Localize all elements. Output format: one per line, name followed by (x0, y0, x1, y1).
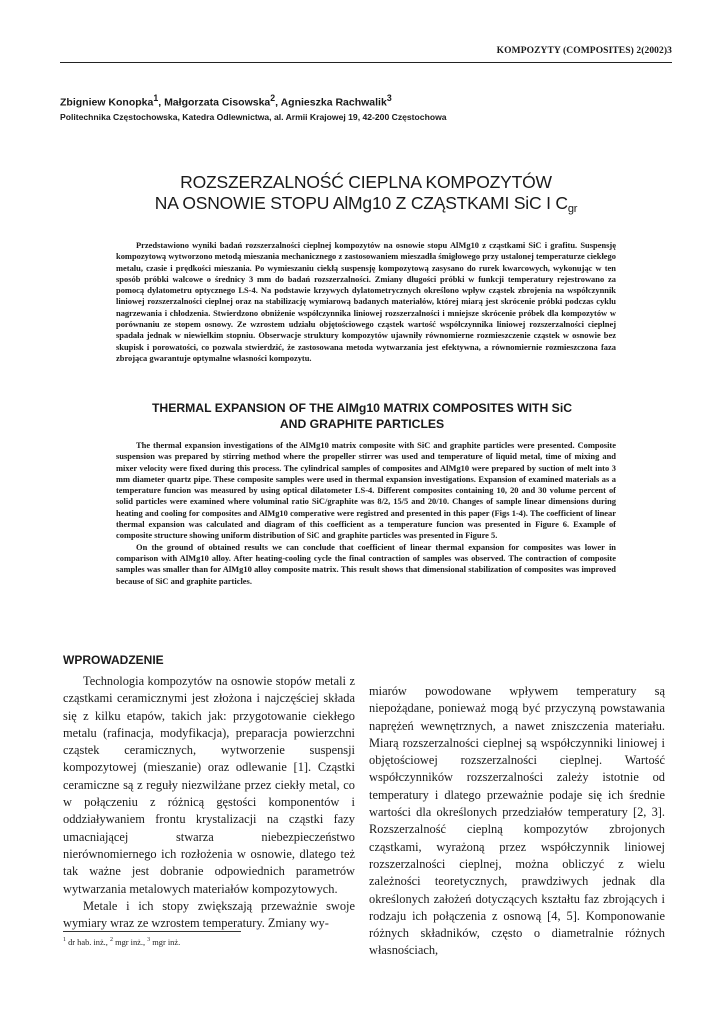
footnote-mark: 2 (109, 937, 113, 943)
footnote-text: dr hab. inż., (66, 937, 110, 947)
abstract-english (116, 440, 616, 587)
abstract-polish-paragraph: Przedstawiono wyniki badań rozszerzalności cieplnej kompozytów na osnowie stopu AlMg10 z cząstkami SiC i grafitu. Suspensję kompozytową wytworzono metodą mieszania mechanicznego z zastosowaniem mieszadła śmigłowego przy ustalonej temperaturze ciekłego metalu, czasie i prędkości mieszania. Po wymieszaniu ciekłą suspensję kompozytową zasysano do rurek kwarcowych, wykonując w ten sposób próbki walcowe o średnicy 3 mm do badań rozszerzalności. Zmiany długości próbki w funkcji temperatury rejestrowano za pomocą dylatometru optycznego LS-4. Na podstawie krzywych dylatometrycznych określono wpływ cząstek zbrojenia na współczynnik liniowej rozszerzalności cieplnej oraz na stabilizację wymiarową badanych materiałów, której miarą jest skrócenie próbki podczas cyklu nagrzewania i chłodzenia. Stwierdzono obniżenie współczynnika liniowej rozszerzalności i mniejsze skrócenie próbek dla kompozytów w porównaniu ze stopem osnowy. Ze wzrostem udziału objętościowego cząstek wartość współczynnika liniowej rozszerzalności cieplnej spadała jednak w niewielkim stopniu. Obserwacje struktury kompozytów ujawniły równomierne rozmieszczenie cząstek w osnowie bez skupisk i porowatości, co pozwala stwierdzić, że zastosowana metoda wytwarzania jest efektywna, a równomiernie rozmieszczona faza zbrojąca gwarantuje optymalne własności kompozytu. (116, 240, 616, 363)
author-mark: 1 (153, 93, 159, 103)
title-english-line2: AND GRAPHITE PARTICLES (279, 417, 445, 431)
abstract-english-paragraph: On the ground of obtained results we can conclude that coefficient of linear thermal expansion for composites was lower in comparison with AlMg10 alloy. After heating-cooling cycle the final contraction of samples was observed. The contraction of composite samples was smaller than for AlMg10 alloy composite matrix. This result shows that dimensional stabilization of composites was improved because of SiC and graphite particles. (116, 541, 616, 586)
author-name: Małgorzata Cisowska (164, 96, 271, 109)
title-polish-line1: ROZSZERZALNOŚĆ CIEPLNA KOMPOZYTÓW (180, 172, 552, 192)
body-paragraph: miarów powodowane wpływem temperatury są niepożądane, ponieważ mogą być przyczyną powstawania naprężeń wewnętrznych, a nawet zniszczenia materiału. Miarą rozszerzalności cieplnej są współczynniki liniowej i objętościowej rozszerzalności cieplnej. Wartość współczynników rozszerzalności zależy istotnie od temperatury i dlatego przeważnie podaje się ich średnie wartości dla określonych przedziałów temperatury [2, 3]. Rozszerzalność cieplną kompozytów zbrojonych cząstkami, wyrażoną przez współczynnik liniowej rozszerzalności cieplnej, można obliczyć z wielu zależności teoretycznych, prawdziwych jednak dla określonych założeń dotyczących kształtu faz zbrojących i rodzaju ich połączenia z osnową [4, 5]. Komponowanie różnych składników, często o diametralnie różnych własnościach, (369, 684, 665, 958)
title-polish-line2-main: NA OSNOWIE STOPU AlMg10 Z CZĄSTKAMI SiC I C (154, 193, 568, 213)
author-mark: 3 (386, 93, 392, 103)
footnote-mark: 3 (147, 937, 151, 943)
title-english-line1: THERMAL EXPANSION OF THE AlMg10 MATRIX COMPOSITES WITH SiC (151, 401, 573, 415)
author-separator: , (158, 96, 165, 109)
affiliation: Politechnika Częstochowska, Katedra Odlewnictwa, al. Armii Krajowej 19, 42-200 Częstochowa (60, 112, 447, 122)
footnote-rule (63, 931, 241, 932)
abstract-polish (116, 240, 616, 364)
section-heading: WPROWADZENIE (63, 653, 164, 667)
author-separator: , (275, 96, 281, 109)
author-list (60, 93, 392, 109)
header-rule (60, 62, 672, 63)
body-column-right (369, 683, 665, 960)
footnote (63, 937, 180, 947)
title-english (100, 400, 624, 432)
body-paragraph: Technologia kompozytów na osnowie stopów metali z cząstkami ceramicznymi jest złożona i najczęściej składa się z kilku etapów, takich jak: przygotowanie ciekłego metalu (rafinacja, modyfikacja), preparacja powierzchni cząstek ceramicznych, wytworzenie suspensji kompozytowej (mieszanie) oraz odlewanie [1]. Cząstki ceramiczne są z reguły niezwilżane przez ciekły metal, co w połączeniu z różnicą gęstości komponentów i oddziaływaniem frontu krystalizacji na cząstki fazy umacniającej stwarza niebezpieczeństwo nierównomiernego ich rozłożenia w osnowie, dlatego też tak ważne jest dobranie odpowiednich parametrów wytwarzania metalowych materiałów kompozytowych. (63, 674, 355, 896)
author-name: Zbigniew Konopka (60, 96, 154, 109)
title-polish (60, 172, 672, 220)
footnote-text: mgr inż. (150, 937, 181, 947)
footnote-text: mgr inż., (112, 937, 148, 947)
title-polish-line2 (60, 193, 672, 220)
abstract-english-paragraph: The thermal expansion investigations of the AlMg10 matrix composite with SiC and graphite particles were presented. Composite suspension was prepared by stirring method where the propeller stirrer was used and temperature of liquid metal, time of mixing and mixer velocity were fixed during this process. The cylindrical samples of composites and AlMg10 were prepared by suction of melt into 3 mm diameter quartz pipe. These composite samples were used in thermal expansion investigations. Expansion of examined materials as a temperature funcion was measured by using optical dilatometer LS-4. Different composites containing 10, 20 and 30 volume percent of solid particles were examined where voluminal ratio SiC/graphite was 8/2, 15/5 and 20/10. Changes of sample linear dimensions during heating and cooling for composites and AlMg10 comperative were registred and presented in this paper (Figs 1-4). The coefficient of linear thermal expansion was calculated and diagram of this coefficient as a temperature funcion was presented in Figure 6. Example of composite structure showing uniform distribution of SiC and graphite particles was presented in Figure 5. (116, 440, 616, 541)
body-paragraph: Metale i ich stopy zwiększają przeważnie swoje wymiary wraz ze wzrostem temperatury. Zmiany wy- (63, 898, 355, 931)
body-column-left (63, 673, 355, 932)
title-polish-subscript: gr (567, 203, 578, 215)
author-name: Agnieszka Rachwalik (280, 96, 387, 109)
footnote-mark: 1 (63, 937, 66, 943)
author-mark: 2 (270, 93, 276, 103)
running-header: KOMPOZYTY (COMPOSITES) 2(2002)3 (496, 46, 672, 56)
